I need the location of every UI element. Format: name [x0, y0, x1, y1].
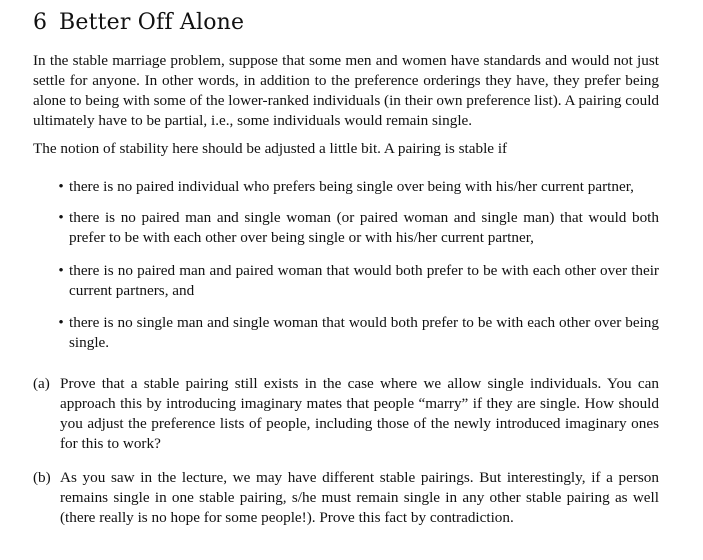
part-label: (a): [33, 375, 50, 392]
bullet-marker: •: [58, 262, 64, 279]
section-number: 6: [33, 10, 48, 35]
section-heading: [33, 9, 244, 37]
condition-text: there is no single man and single woman that would both prefer to be with each other over being single.: [69, 314, 659, 351]
stability-paragraph: The notion of stability here should be adjusted a little bit. A pairing is stable if: [33, 140, 508, 157]
part-text: Prove that a stable pairing still exists in the case where we allow single individuals. You can approach this by introducing imaginary mates that people “marry” if they are single. How should you adjust the preference lists of people, including those of the newly introduced imaginary ones for this to work?: [60, 375, 659, 452]
intro-paragraph: In the stable marriage problem, suppose that some men and women have standards and would not just settle for anyone. In other words, in addition to the preference orderings they have, they prefer being alone to being with some of the lower-ranked individuals (in their own preference list). A pairing could ultimately have to be partial, i.e., some individuals would remain single.: [33, 52, 660, 129]
condition-text: there is no paired man and single woman (or paired woman and single man) that would both prefer to be with each other over being single or with his/her current partner,: [69, 209, 659, 246]
condition-text: there is no paired man and paired woman that would both prefer to be with each other over their current partners, and: [69, 262, 659, 299]
bullet-marker: •: [58, 314, 64, 331]
bullet-marker: •: [58, 178, 64, 195]
condition-text: there is no paired individual who prefers being single over being with his/her current partner,: [69, 178, 634, 195]
section-title: Better Off Alone: [59, 10, 245, 35]
part-text: As you saw in the lecture, we may have different stable pairings. But interestingly, if a person remains single in one stable pairing, s/he must remain single in any other stable pairing as well (there really is no hope for some people!). Prove this fact by contradiction.: [60, 469, 659, 526]
bullet-marker: •: [58, 209, 64, 226]
part-label: (b): [33, 469, 51, 486]
